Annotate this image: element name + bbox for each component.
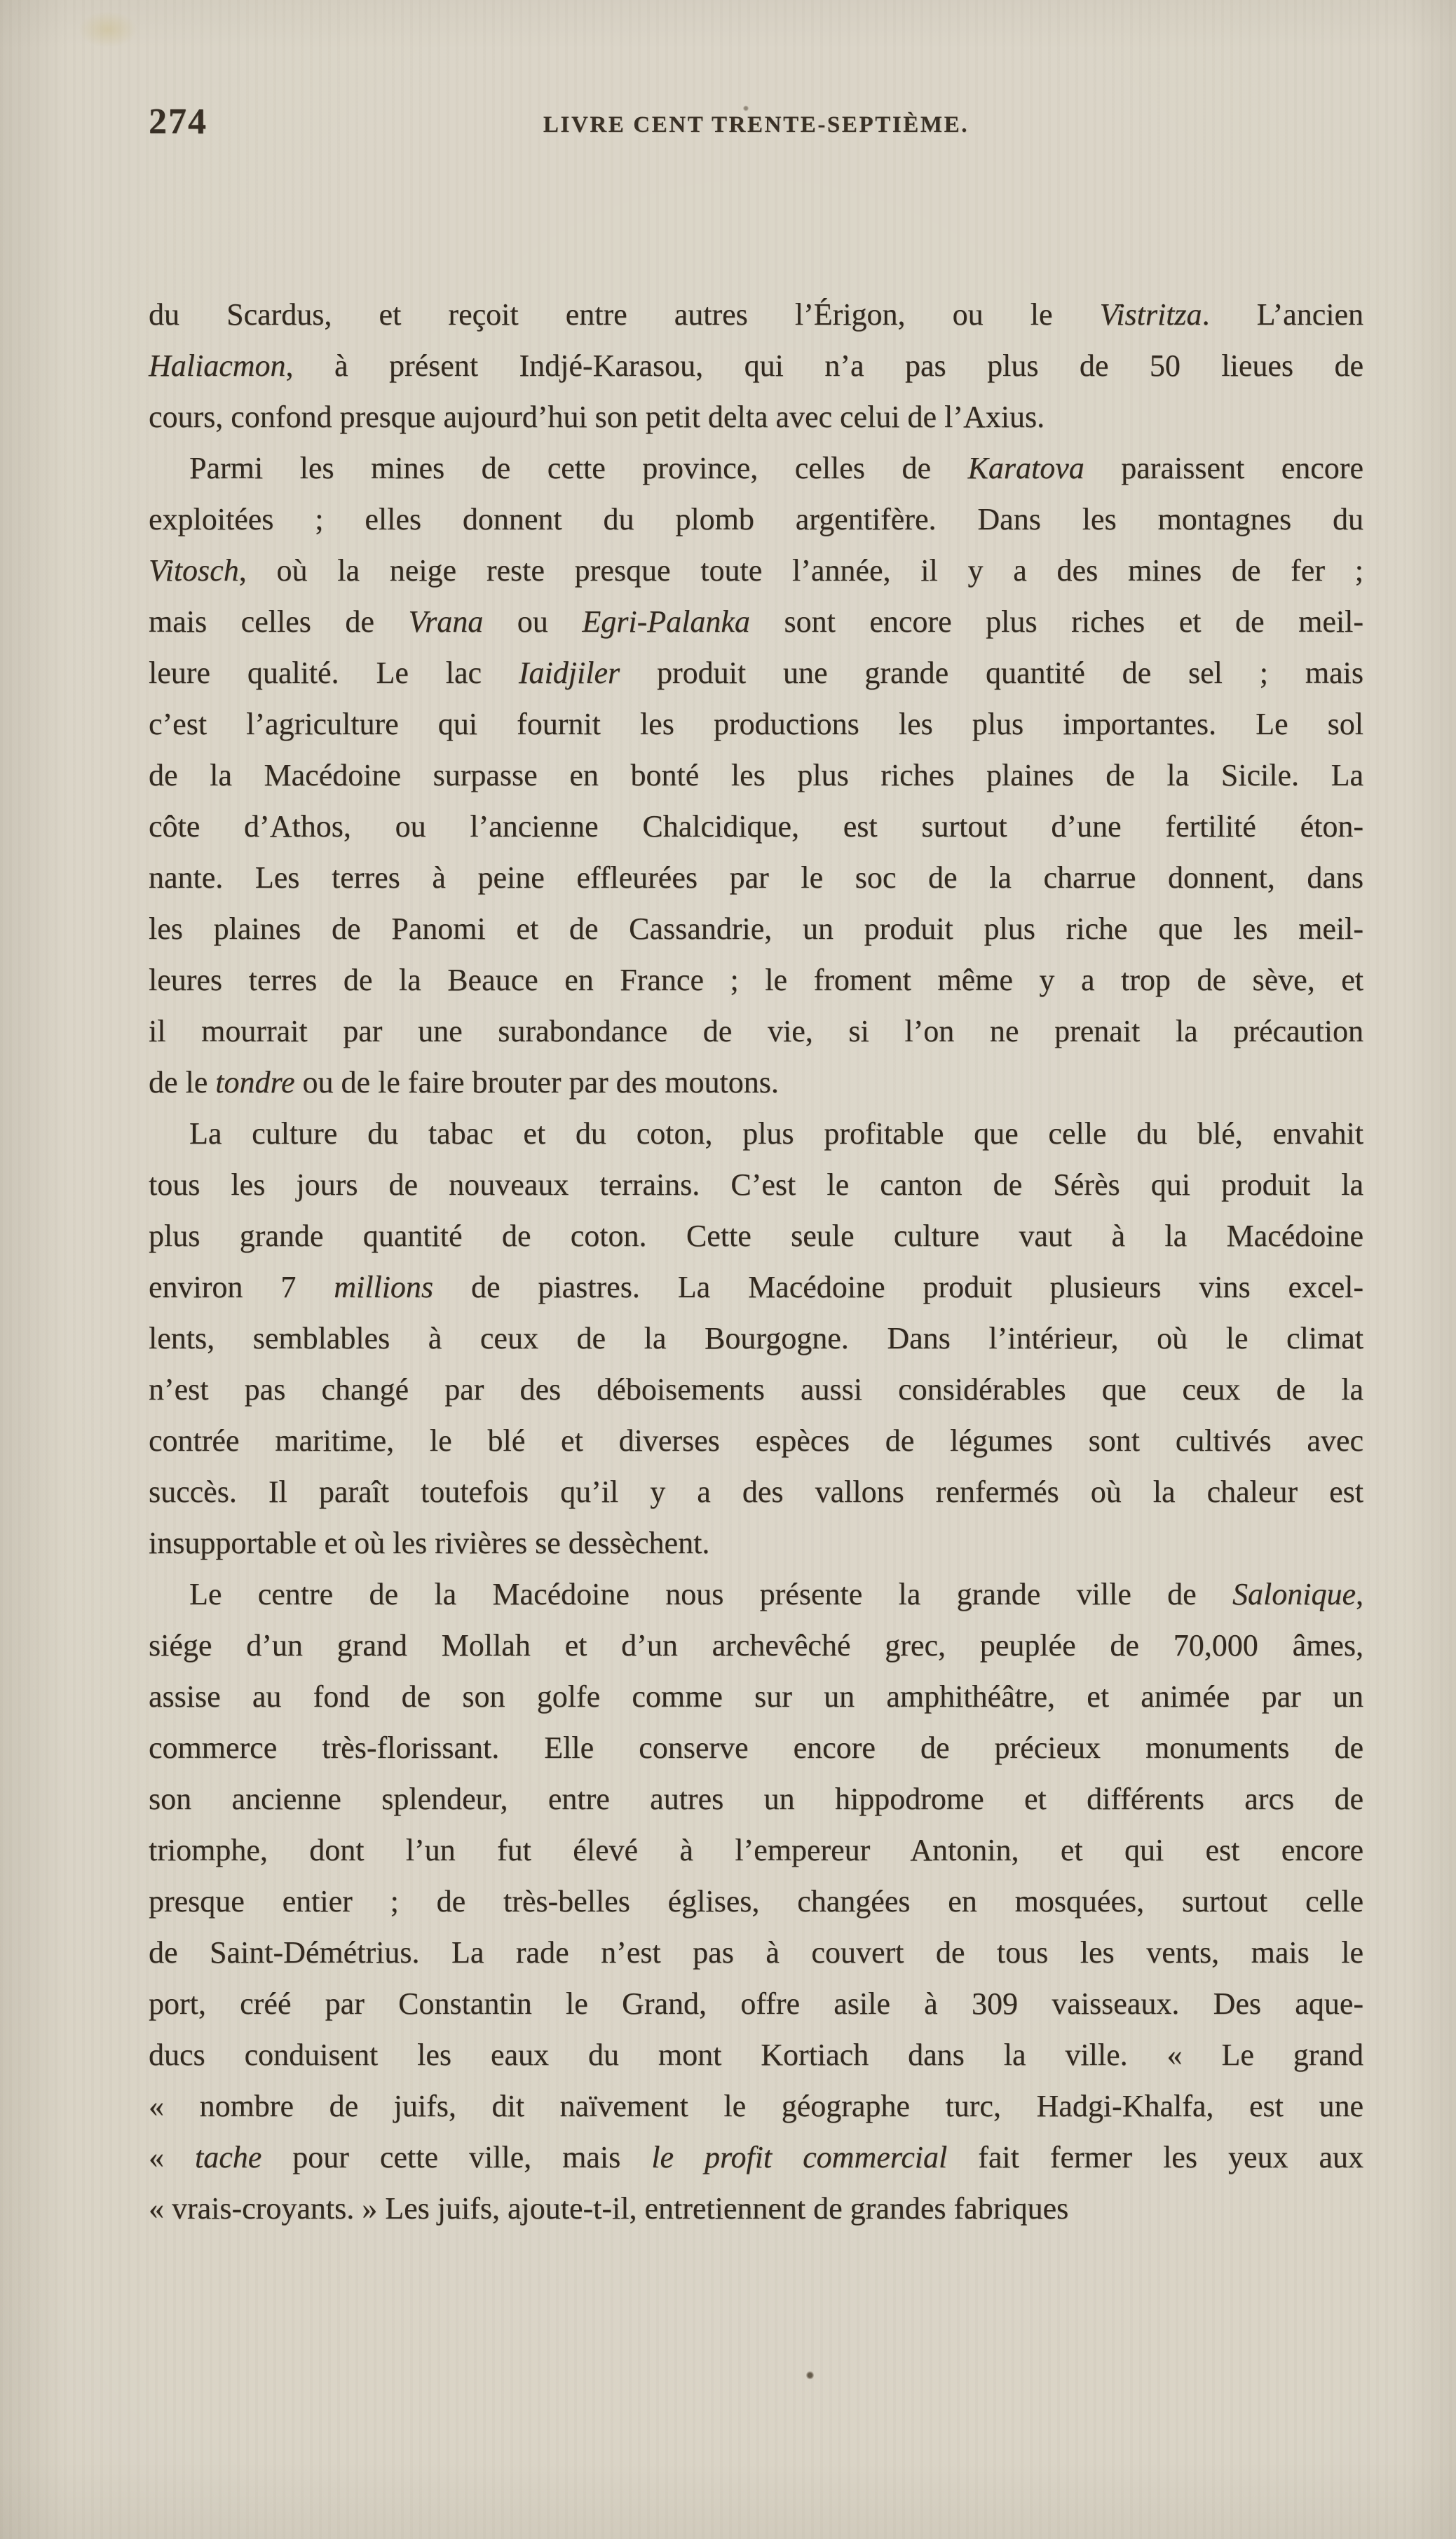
text-line <box>149 1876 1363 1927</box>
text-line <box>149 596 1363 647</box>
text-line <box>149 2080 1363 2132</box>
text-line <box>149 1159 1363 1210</box>
text-segment: environ 7 <box>149 1270 334 1304</box>
text-segment: port, créé par Constantin le Grand, offre asile à 309 vaisseaux. Des aque- <box>149 1986 1363 2021</box>
text-line <box>149 1671 1363 1722</box>
text-segment: de piastres. La Macédoine produit plusieurs vins excel- <box>433 1270 1363 1304</box>
text-line <box>149 1261 1363 1313</box>
text-line <box>149 1006 1363 1057</box>
text-line <box>149 1108 1363 1159</box>
text-segment: « <box>149 2140 195 2174</box>
ink-speck <box>806 2371 814 2380</box>
text-line <box>149 1824 1363 1876</box>
italic-text-segment: Vrana <box>408 604 484 639</box>
text-segment: sont encore plus riches et de meil- <box>749 604 1363 639</box>
italic-text-segment: Egri-Palanka <box>582 604 750 639</box>
text-line <box>149 1364 1363 1415</box>
text-segment: . L’ancien <box>1202 297 1363 332</box>
italic-text-segment: tondre <box>215 1065 295 1099</box>
text-line <box>149 954 1363 1006</box>
text-segment: presque entier ; de très-belles églises, changées en mosquées, surtout celle <box>149 1884 1363 1918</box>
text-line <box>149 2183 1363 2234</box>
text-line <box>149 801 1363 852</box>
text-segment: de le <box>149 1065 216 1099</box>
text-segment: « nombre de juifs, dit naïvement le géographe turc, Hadgi-Khalfa, est une <box>149 2089 1363 2123</box>
text-segment: son ancienne splendeur, entre autres un hippodrome et différents arcs de <box>149 1782 1363 1816</box>
text-line <box>149 545 1363 596</box>
text-segment: fait fermer les yeux aux <box>947 2140 1363 2174</box>
text-line <box>149 1927 1363 1978</box>
text-segment: exploitées ; elles donnent du plomb argentifère. Dans les montagnes du <box>149 502 1363 536</box>
text-line <box>149 340 1363 391</box>
text-line <box>149 698 1363 750</box>
italic-text-segment: Vitosch <box>149 553 239 588</box>
italic-text-segment: Karatova <box>967 451 1084 485</box>
text-segment: , à présent Indjé-Karasou, qui n’a pas plus de 50 lieues de <box>285 348 1363 383</box>
text-segment: leure qualité. Le lac <box>149 656 519 690</box>
text-segment: tous les jours de nouveaux terrains. C’est le canton de Sérès qui produit la <box>149 1167 1363 1202</box>
text-segment: assise au fond de son golfe comme sur un amphithéâtre, et animée par un <box>149 1679 1363 1714</box>
paper-stain <box>79 11 137 48</box>
text-segment: côte d’Athos, ou l’ancienne Chalcidique, est surtout d’une fertilité éton- <box>149 809 1363 844</box>
text-segment: cours, confond presque aujourd’hui son petit delta avec celui de l’Axius. <box>149 400 1045 434</box>
text-line <box>149 647 1363 698</box>
text-segment: triomphe, dont l’un fut élevé à l’empereur Antonin, et qui est encore <box>149 1833 1363 1867</box>
text-segment: siége d’un grand Mollah et d’un archevêché grec, peuplée de 70,000 âmes, <box>149 1628 1363 1663</box>
text-segment: ou de le faire brouter par des moutons. <box>294 1065 779 1099</box>
text-segment: pour cette ville, mais <box>261 2140 652 2174</box>
page-header <box>149 104 1363 149</box>
text-line <box>149 1057 1363 1108</box>
text-segment: paraissent encore <box>1084 451 1363 485</box>
text-segment: nante. Les terres à peine effleurées par le soc de la charrue donnent, dans <box>149 860 1363 895</box>
text-line <box>149 1773 1363 1824</box>
text-segment: les plaines de Panomi et de Cassandrie, un produit plus riche que les meil- <box>149 912 1363 946</box>
text-line <box>149 2132 1363 2183</box>
text-line <box>149 289 1363 340</box>
running-header: LIVRE CENT TRENTE-SEPTIÈME. <box>543 112 969 137</box>
text-segment: mais celles de <box>149 604 409 639</box>
text-segment: ou <box>483 604 583 639</box>
text-segment: La culture du tabac et du coton, plus profitable que celle du blé, envahit <box>189 1116 1363 1151</box>
text-segment: « vrais-croyants. » Les juifs, ajoute-t-il, entretiennent de grandes fabriques <box>149 2191 1069 2226</box>
text-line <box>149 903 1363 954</box>
text-segment: il mourrait par une surabondance de vie, si l’on ne prenait la précaution <box>149 1014 1363 1048</box>
text-segment: leures terres de la Beauce en France ; le froment même y a trop de sève, et <box>149 963 1363 997</box>
text-line <box>149 750 1363 801</box>
page-number: 274 <box>149 102 207 142</box>
text-line <box>149 1517 1363 1569</box>
italic-text-segment: Haliacmon <box>149 348 286 383</box>
text-line <box>149 1722 1363 1773</box>
text-segment: c’est l’agriculture qui fournit les productions les plus importantes. Le sol <box>149 707 1363 741</box>
text-segment: de Saint-Démétrius. La rade n’est pas à couvert de tous les vents, mais le <box>149 1935 1363 1970</box>
text-segment: produit une grande quantité de sel ; mais <box>620 656 1363 690</box>
text-segment: , <box>1356 1577 1363 1611</box>
text-line <box>149 1415 1363 1466</box>
text-line <box>149 1466 1363 1517</box>
text-segment: Parmi les mines de cette province, celles de <box>189 451 968 485</box>
text-segment: n’est pas changé par des déboisements aussi considérables que ceux de la <box>149 1372 1363 1407</box>
text-line <box>149 1313 1363 1364</box>
text-segment: ducs conduisent les eaux du mont Kortiach dans la ville. « Le grand <box>149 2038 1363 2072</box>
text-segment: plus grande quantité de coton. Cette seule culture vaut à la Macédoine <box>149 1219 1363 1253</box>
text-line <box>149 1978 1363 2029</box>
text-line <box>149 2029 1363 2080</box>
italic-text-segment: Vistritza <box>1099 297 1202 332</box>
text-segment: Le centre de la Macédoine nous présente la grande ville de <box>189 1577 1233 1611</box>
text-line <box>149 852 1363 903</box>
italic-text-segment: Iaidjiler <box>518 656 620 690</box>
text-segment: insupportable et où les rivières se dessèchent. <box>149 1526 710 1560</box>
text-segment: du Scardus, et reçoit entre autres l’Érigon, ou le <box>149 297 1100 332</box>
body-text <box>149 289 1363 2234</box>
italic-text-segment: Salonique <box>1232 1577 1356 1611</box>
text-line <box>149 391 1363 442</box>
text-line <box>149 1620 1363 1671</box>
italic-text-segment: tache <box>195 2140 262 2174</box>
text-line <box>149 1569 1363 1620</box>
text-segment: commerce très-florissant. Elle conserve encore de précieux monuments de <box>149 1731 1363 1765</box>
italic-text-segment: le profit commercial <box>651 2140 948 2174</box>
text-segment: , où la neige reste presque toute l’année, il y a des mines de fer ; <box>238 553 1363 588</box>
text-line <box>149 1210 1363 1261</box>
text-segment: contrée maritime, le blé et diverses espèces de légumes sont cultivés avec <box>149 1423 1363 1458</box>
text-line <box>149 494 1363 545</box>
text-segment: succès. Il paraît toutefois qu’il y a des vallons renfermés où la chaleur est <box>149 1475 1363 1509</box>
text-segment: de la Macédoine surpasse en bonté les plus riches plaines de la Sicile. La <box>149 758 1363 792</box>
text-line <box>149 442 1363 494</box>
text-segment: lents, semblables à ceux de la Bourgogne. Dans l’intérieur, où le climat <box>149 1321 1363 1355</box>
italic-text-segment: millions <box>334 1270 434 1304</box>
